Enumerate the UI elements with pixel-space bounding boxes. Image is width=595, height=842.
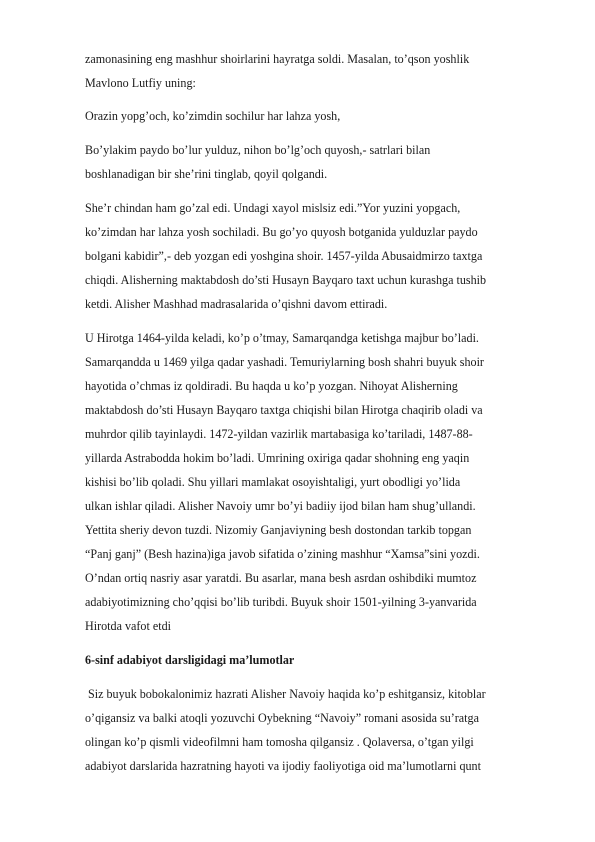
text-line: Mavlono Lutfiy uning: [85,76,196,90]
text-line: yillarda Astrabodda hokim bo’ladi. Umrining oxiriga qadar shohning eng yaqin [85,451,470,465]
text-line: bolgani kabidir”,- deb yozgan edi yoshgina shoir. 1457-yilda Abusaidmirzo taxtga [85,249,483,263]
text-line: chiqdi. Alisherning maktabdosh do’sti Husayn Bayqaro taxt uchun kurashga tushib [85,273,487,287]
text-line: Siz buyuk bobokalonimiz hazrati Alisher Navoiy haqida ko’p eshitgansiz, kitoblar [85,687,486,701]
text-line: Bo’ylakim paydo bo’lur yulduz, nihon bo’lg’och quyosh,- satrlari bilan [85,143,431,157]
text-line: ko’zimdan har lahza yosh sochiladi. Bu go’yo quyosh botganida yulduzlar paydo [85,225,478,239]
text-line: Yettita sheriy devon tuzdi. Nizomiy Ganjaviyning besh dostondan tarkib topgan [85,523,472,537]
text-line: hayotida o’chmas iz qoldiradi. Bu haqda u ko’p yozgan. Nihoyat Alisherning [85,379,458,393]
text-line: zamonasining eng mashhur shoirlarini hayratga soldi. Masalan, to’qson yoshlik [85,52,470,66]
text-line: adabiyotimizning cho’qqisi bo’lib turibdi. Buyuk shoir 1501-yilning 3-yanvarida [85,595,477,609]
text-line: Hirotda vafot etdi [85,619,171,633]
text-line: maktabdosh do’sti Husayn Bayqaro taxtga chiqishi bilan Hirotga chaqirib oladi va [85,403,483,417]
section-heading: 6-sinf adabiyot darsligidagi ma’lumotlar [85,653,295,667]
text-line: “Panj ganj” (Besh hazina)iga javob sifatida o’zining mashhur “Xamsa”sini yozdi. [85,547,480,561]
text-line: U Hirotga 1464-yilda keladi, ko’p o’tmay, Samarqandga ketishga majbur bo’ladi. [85,331,479,345]
text-line: olingan ko’p qismli videofilmni ham tomosha qilgansiz . Qolaversa, o’tgan yilgi [85,735,474,749]
text-line: ulkan ishlar qiladi. Alisher Navoiy umr bo’yi badiiy ijod bilan ham shug’ullandi. [85,499,476,513]
text-line: She’r chindan ham go’zal edi. Undagi xayol mislsiz edi.”Yor yuzini yopgach, [85,201,461,215]
text-line: adabiyot darslarida hazratning hayoti va ijodiy faoliyotiga oid ma’lumotlarni qunt [85,759,481,773]
text-line: O’ndan ortiq nasriy asar yaratdi. Bu asarlar, mana besh asrdan oshibdiki mumtoz [85,571,477,585]
text-line: boshlanadigan bir she’rini tinglab, qoyil qolgandi. [85,167,328,181]
text-line: kishisi bo’lib qoladi. Shu yillari mamlakat osoyishtaligi, yurt obodligi yo’lida [85,475,461,489]
text-line: ketdi. Alisher Mashhad madrasalarida o’qishni davom ettiradi. [85,297,388,311]
text-line: Orazin yopg’och, ko’zimdin sochilur har lahza yosh, [85,109,341,123]
text-line: Samarqandda u 1469 yilga qadar yashadi. Temuriylarning bosh shahri buyuk shoir [85,355,484,369]
text-line: o’qigansiz va balki atoqli yozuvchi Oybekning “Navoiy” romani asosida su’ratga [85,711,479,725]
text-line: muhrdor qilib tayinlaydi. 1472-yildan vazirlik martabasiga ko’tariladi, 1487-88- [85,427,473,441]
